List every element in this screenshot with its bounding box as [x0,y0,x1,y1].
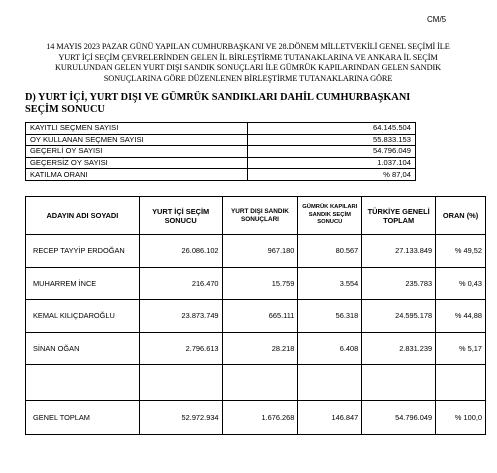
summary-value: 54.796.049 [248,146,416,158]
section-title-line: SEÇİM SONUCU [25,103,105,115]
empty-cell [139,365,222,401]
summary-label: GEÇERLİ OY SAYISI [26,146,248,158]
summary-row [26,123,416,135]
customs-votes: 80.567 [298,235,362,268]
total-votes: 235.783 [362,267,436,300]
column-header-domestic: YURT İÇİ SEÇİM SONUCU [139,197,222,235]
domestic-votes: 23.873.749 [139,300,222,333]
table-row [26,300,486,333]
vote-rate: % 44,88 [436,300,486,333]
empty-cell [362,365,436,401]
document-header [18,42,478,84]
candidate-name: SİNAN OĞAN [26,332,140,365]
results-header-row [26,197,486,235]
domestic-votes: 2.796.613 [139,332,222,365]
vote-rate: % 5,17 [436,332,486,365]
grand-total-domestic: 52.972.934 [139,401,222,435]
grand-total-rate: % 100,0 [436,401,486,435]
total-votes: 27.133.849 [362,235,436,268]
customs-votes: 56.318 [298,300,362,333]
total-votes: 24.595.178 [362,300,436,333]
abroad-votes: 28.218 [222,332,298,365]
summary-row [26,157,416,169]
column-header-name: ADAYIN ADI SOYADI [26,197,140,235]
vote-rate: % 0,43 [436,267,486,300]
grand-total-label: GENEL TOPLAM [26,401,140,435]
candidate-name: KEMAL KILIÇDAROĞLU [26,300,140,333]
summary-value: 55.833.153 [248,134,416,146]
summary-value: 1.037.104 [248,157,416,169]
abroad-votes: 967.180 [222,235,298,268]
summary-label: GEÇERSİZ OY SAYISI [26,157,248,169]
summary-table [25,122,416,181]
abroad-votes: 665.111 [222,300,298,333]
total-votes: 2.831.239 [362,332,436,365]
abroad-votes: 15.759 [222,267,298,300]
section-title-line: D) YURT İÇİ, YURT DIŞI VE GÜMRÜK SANDIKLARI DAHİL CUMHURBAŞKANI [25,92,411,103]
summary-value: 64.145.504 [248,123,416,135]
domestic-votes: 26.086.102 [139,235,222,268]
summary-row [26,146,416,158]
empty-cell [26,365,140,401]
header-line: YURT İÇİ SEÇİM ÇEVRELERİNDEN GELEN İL BİRLEŞTİRME TUTANAKLARINA VE ANKARA İL SEÇİM [58,52,438,62]
table-row [26,332,486,365]
grand-total-row [26,401,486,435]
empty-cell [298,365,362,401]
header-line: SONUÇLARINA GÖRE DÜZENLENEN BİRLEŞTİRME TUTANAKLARINA GÖRE [103,73,393,83]
results-table [25,196,486,435]
summary-row [26,134,416,146]
column-header-rate: ORAN (%) [436,197,486,235]
candidate-name: MUHARREM İNCE [26,267,140,300]
document-code: CM/5 [427,15,447,24]
column-header-total: TÜRKİYE GENELİ TOPLAM [362,197,436,235]
header-line: KURULUNDAN GELEN YURT DIŞI SANDIK SONUÇLARI İLE GÜMRÜK KAPILARINDAN GELEN SANDIK [54,63,442,72]
candidate-name: RECEP TAYYİP ERDOĞAN [26,235,140,268]
section-title [25,92,465,115]
summary-label: KAYITLI SEÇMEN SAYISI [26,123,248,135]
customs-votes: 3.554 [298,267,362,300]
grand-total-abroad: 1.676.268 [222,401,298,435]
column-header-customs: GÜMRÜK KAPILARI SANDIK SEÇİM SONUCU [298,197,362,235]
customs-votes: 6.408 [298,332,362,365]
domestic-votes: 216.470 [139,267,222,300]
summary-label: OY KULLANAN SEÇMEN SAYISI [26,134,248,146]
summary-label: KATILMA ORANI [26,169,248,181]
empty-cell [436,365,486,401]
grand-total-total: 54.796.049 [362,401,436,435]
empty-row [26,365,486,401]
summary-row [26,169,416,181]
table-row [26,235,486,268]
column-header-abroad: YURT DIŞI SANDIK SONUÇLARI [222,197,298,235]
empty-cell [222,365,298,401]
vote-rate: % 49,52 [436,235,486,268]
header-line: 14 MAYIS 2023 PAZAR GÜNÜ YAPILAN CUMHURBAŞKANI VE 28.DÖNEM MİLLETVEKİLİ GENEL SEÇİMİ İLE [46,42,450,51]
table-row [26,267,486,300]
summary-value: % 87,04 [248,169,416,181]
grand-total-customs: 146.847 [298,401,362,435]
